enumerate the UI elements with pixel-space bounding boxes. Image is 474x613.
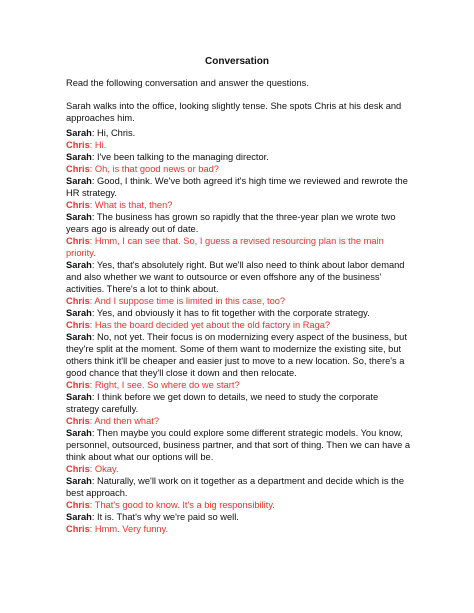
line-text: : Hi, Chris. <box>91 128 136 138</box>
dialogue-line <box>66 415 412 427</box>
line-text: : Okay. <box>89 464 119 474</box>
dialogue-line <box>66 235 412 259</box>
line-text: : Yes, and obviously it has to fit together with the corporate strategy. <box>91 308 370 318</box>
dialogue <box>66 127 412 535</box>
dialogue-line <box>66 523 412 535</box>
line-text: : And I suppose time is limited in this case, too? <box>89 296 286 306</box>
line-text: : Hi. <box>89 140 107 150</box>
dialogue-line <box>66 175 412 199</box>
speaker-label: Chris <box>66 200 90 210</box>
dialogue-line <box>66 391 412 415</box>
speaker-label: Sarah <box>66 476 92 486</box>
dialogue-line <box>66 295 412 307</box>
line-text: : Yes, that's absolutely right. But we'll also need to think about labor demand and also whether we want to outsource or even offshore any of the business' activities. There's a lot to think about. <box>66 260 405 294</box>
speaker-label: Chris <box>66 140 90 150</box>
speaker-label: Chris <box>66 464 90 474</box>
speaker-label: Sarah <box>66 332 92 342</box>
speaker-label: Sarah <box>66 128 92 138</box>
dialogue-line <box>66 475 412 499</box>
speaker-label: Sarah <box>66 260 92 270</box>
dialogue-line <box>66 319 412 331</box>
speaker-label: Sarah <box>66 212 92 222</box>
line-text: : It is. That's why we're paid so well. <box>91 512 239 522</box>
line-text: : Naturally, we'll work on it together as a department and decide which is the best approach. <box>66 476 405 498</box>
dialogue-line <box>66 211 412 235</box>
line-text: : Has the board decided yet about the old factory in Raga? <box>89 320 331 330</box>
dialogue-line <box>66 331 412 379</box>
dialogue-line <box>66 163 412 175</box>
dialogue-line <box>66 151 412 163</box>
speaker-label: Sarah <box>66 428 92 438</box>
line-text: : Hmm. Very funny. <box>89 524 169 534</box>
dialogue-line <box>66 379 412 391</box>
speaker-label: Chris <box>66 380 90 390</box>
speaker-label: Chris <box>66 320 90 330</box>
speaker-label: Chris <box>66 500 90 510</box>
dialogue-line <box>66 463 412 475</box>
line-text: : Hmm, I can see that. So, I guess a revised resourcing plan is the main priority. <box>66 236 384 258</box>
line-text: : And then what? <box>89 416 160 426</box>
line-text: : What is that, then? <box>89 200 173 210</box>
speaker-label: Sarah <box>66 152 92 162</box>
speaker-label: Sarah <box>66 176 92 186</box>
line-text: : Then maybe you could explore some different strategic models. You know, personnel, outsourced, business partner, and that sort of thing. Then we can have a think about what our options will be. <box>66 428 411 462</box>
dialogue-line <box>66 199 412 211</box>
speaker-label: Chris <box>66 164 90 174</box>
line-text: : Oh, is that good news or bad? <box>89 164 219 174</box>
speaker-label: Chris <box>66 296 90 306</box>
speaker-label: Chris <box>66 236 90 246</box>
dialogue-line <box>66 139 412 151</box>
dialogue-line <box>66 499 412 511</box>
dialogue-line <box>66 511 412 523</box>
speaker-label: Chris <box>66 416 90 426</box>
line-text: : That's good to know. It's a big responsibility. <box>89 500 275 510</box>
line-text: : Right, I see. So where do we start? <box>89 380 240 390</box>
narrative-text: Sarah walks into the office, looking slightly tense. She spots Chris at his desk and approaches him. <box>66 101 402 123</box>
instruction-text: Read the following conversation and answer the questions. <box>66 78 309 88</box>
line-text: : I think before we get down to details, we need to study the corporate strategy carefully. <box>66 392 379 414</box>
speaker-label: Chris <box>66 524 90 534</box>
dialogue-line <box>66 127 412 139</box>
speaker-label: Sarah <box>66 512 92 522</box>
line-text: : I've been talking to the managing director. <box>91 152 269 162</box>
speaker-label: Sarah <box>66 392 92 402</box>
speaker-label: Sarah <box>66 308 92 318</box>
document-title: Conversation <box>205 56 269 67</box>
dialogue-line <box>66 259 412 295</box>
dialogue-line <box>66 427 412 463</box>
line-text: : Good, I think. We've both agreed it's high time we reviewed and rewrote the HR strategy. <box>66 176 408 198</box>
line-text: : No, not yet. Their focus is on modernizing every aspect of the business, but they're split at the moment. Some of them want to modernize the existing site, but others think it'll be cheaper and easier just to move to a new location. So, there's a good chance that they'll close it down and then relocate. <box>66 332 407 378</box>
dialogue-line <box>66 307 412 319</box>
line-text: : The business has grown so rapidly that the three-year plan we wrote two years ago is already out of date. <box>66 212 396 234</box>
